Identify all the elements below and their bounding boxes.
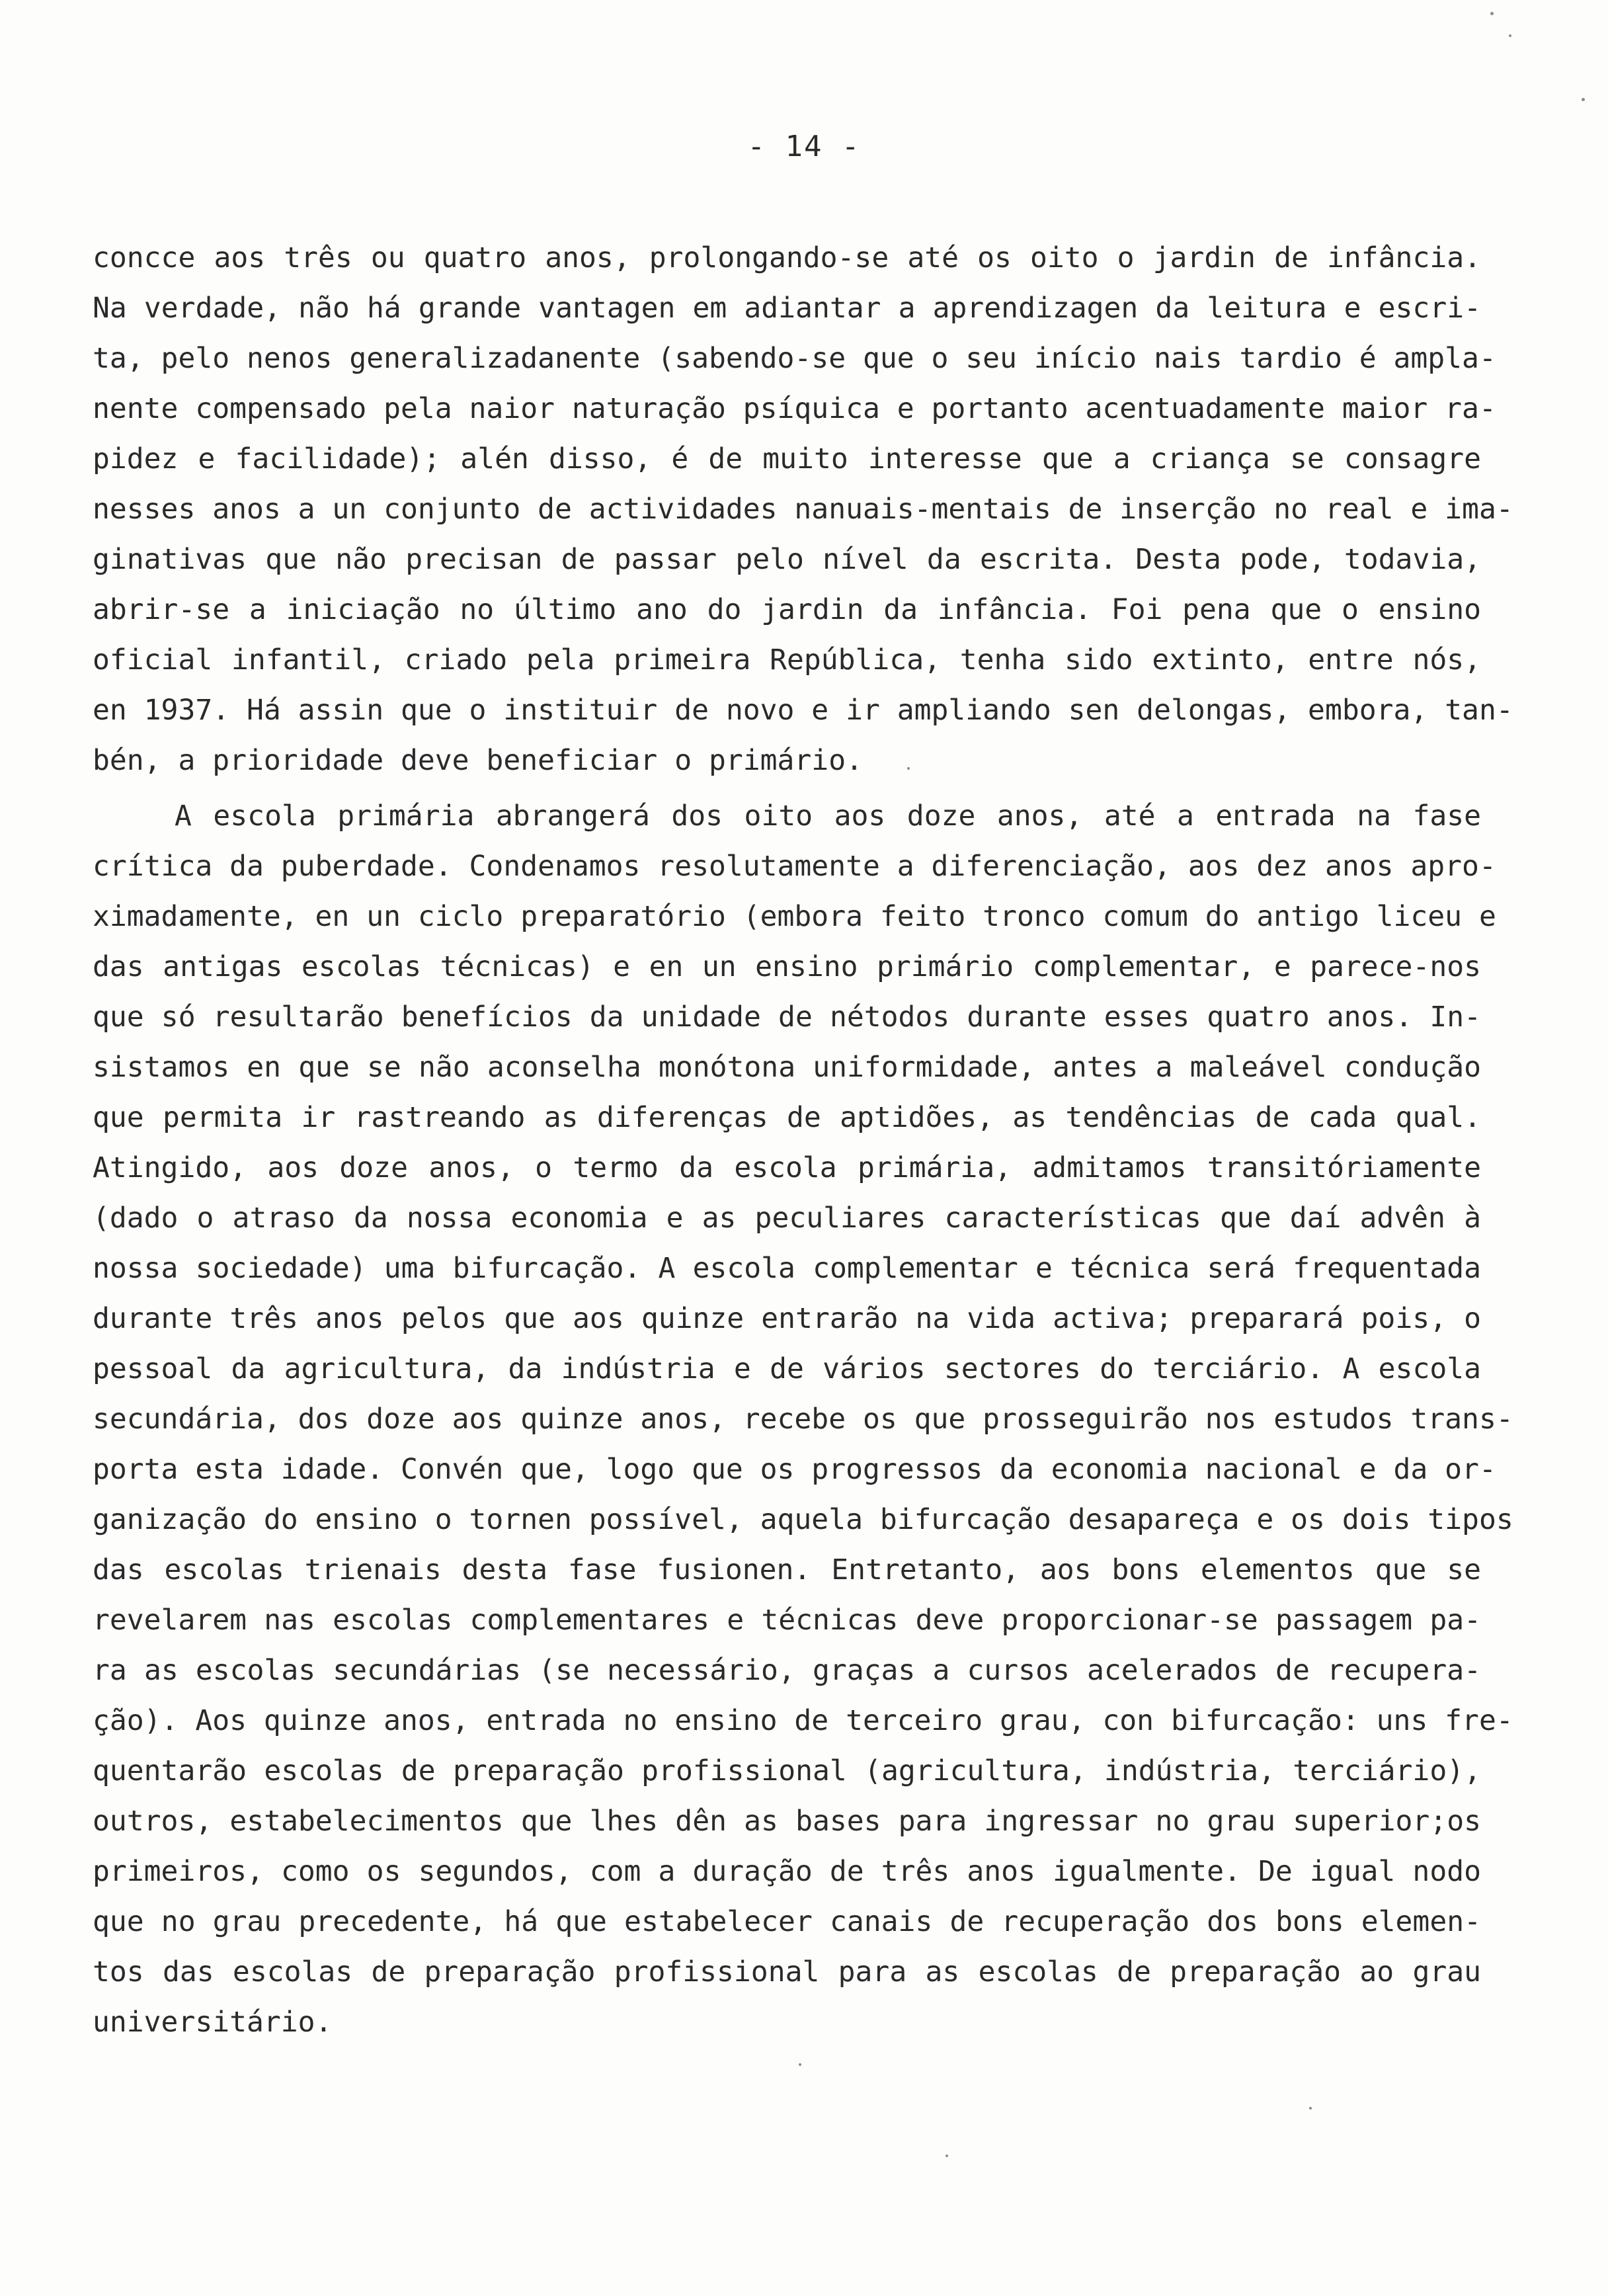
text-line: durante três anos pelos que aos quinze entrarão na vida activa; preparará pois, o (93, 1302, 1481, 1335)
text-line: das antigas escolas técnicas) e en un ensino primário complementar, e parece-nos (93, 950, 1481, 983)
scan-speck (1582, 98, 1585, 101)
text-line: (dado o atraso da nossa economia e as peculiares características que daí advên à (93, 1202, 1481, 1235)
text-line: pidez e facilidade); alén disso, é de muito interesse que a criança se consagre (93, 442, 1481, 475)
text-line: ximadamente, en un ciclo preparatório (embora feito tronco comum do antigo liceu e (93, 900, 1496, 933)
text-line: concce aos três ou quatro anos, prolongando-se até os oito o jardin de infância. (93, 241, 1481, 274)
scan-speck (799, 2063, 801, 2066)
page-number: - 14 - (747, 130, 861, 163)
scan-speck (945, 2154, 948, 2157)
text-line: que no grau precedente, há que estabelecer canais de recuperação dos bons elemen- (93, 1905, 1481, 1938)
text-line: das escolas trienais desta fase fusionen. Entretanto, aos bons elementos que se (93, 1553, 1481, 1586)
text-line: A escola primária abrangerá dos oito aos doze anos, até a entrada na fase (175, 800, 1481, 833)
text-line: quentarão escolas de preparação profissional (agricultura, indústria, terciário), (93, 1754, 1481, 1787)
text-line: bén, a prioridade deve beneficiar o primário. (93, 744, 863, 777)
text-line: universitário. (93, 2006, 333, 2039)
scan-speck (907, 767, 910, 770)
text-line: tos das escolas de preparação profissional para as escolas de preparação ao grau (93, 1955, 1481, 1988)
text-line: primeiros, como os segundos, com a duração de três anos igualmente. De igual nodo (93, 1855, 1481, 1888)
scan-speck (1490, 12, 1494, 15)
text-line: nente compensado pela naior naturação psíquica e portanto acentuadamente maior ra- (93, 392, 1496, 425)
text-line: secundária, dos doze aos quinze anos, recebe os que prosseguirão nos estudos trans- (93, 1403, 1513, 1436)
text-line: que permita ir rastreando as diferenças de aptidões, as tendências de cada qual. (93, 1101, 1481, 1134)
text-line: pessoal da agricultura, da indústria e de vários sectores do terciário. A escola (93, 1352, 1481, 1385)
scan-speck (1509, 34, 1511, 37)
text-line: nossa sociedade) uma bifurcação. A escola complementar e técnica será frequentada (93, 1252, 1481, 1285)
scan-speck (1309, 2107, 1312, 2110)
text-line: abrir-se a iniciação no último ano do jardin da infância. Foi pena que o ensino (93, 593, 1481, 626)
text-line: ginativas que não precisan de passar pelo nível da escrita. Desta pode, todavia, (93, 543, 1481, 576)
text-line: ganização do ensino o tornen possível, aquela bifurcação desapareça e os dois tipos (93, 1503, 1513, 1536)
text-line: que só resultarão benefícios da unidade de nétodos durante esses quatro anos. In- (93, 1001, 1481, 1034)
text-line: Atingido, aos doze anos, o termo da escola primária, admitamos transitóriamente (93, 1151, 1481, 1184)
text-line: nesses anos a un conjunto de actividades nanuais-mentais de inserção no real e ima- (93, 493, 1513, 526)
paragraph-2 (93, 791, 1513, 2047)
text-line: ção). Aos quinze anos, entrada no ensino de terceiro grau, con bifurcação: uns fre- (93, 1704, 1513, 1737)
text-line: sistamos en que se não aconselha monótona uniformidade, antes a maleável condução (93, 1051, 1481, 1084)
text-line: porta esta idade. Convén que, logo que os progressos da economia nacional e da or- (93, 1453, 1496, 1486)
paragraph-1 (93, 233, 1513, 786)
text-line: ta, pelo nenos generalizadanente (sabendo-se que o seu início nais tardio é ampla- (93, 342, 1496, 375)
text-line: Na verdade, não há grande vantagen em adiantar a aprendizagen da leitura e escri- (93, 292, 1481, 325)
text-line: en 1937. Há assin que o instituir de novo e ir ampliando sen delongas, embora, tan- (93, 694, 1513, 727)
text-line: ra as escolas secundárias (se necessário, graças a cursos acelerados de recupera- (93, 1654, 1481, 1687)
text-line: crítica da puberdade. Condenamos resolutamente a diferenciação, aos dez anos apro- (93, 850, 1496, 883)
text-line: revelarem nas escolas complementares e técnicas deve proporcionar-se passagem pa- (93, 1604, 1481, 1637)
text-line: oficial infantil, criado pela primeira República, tenha sido extinto, entre nós, (93, 643, 1481, 676)
text-line: outros, estabelecimentos que lhes dên as bases para ingressar no grau superior;os (93, 1805, 1481, 1838)
